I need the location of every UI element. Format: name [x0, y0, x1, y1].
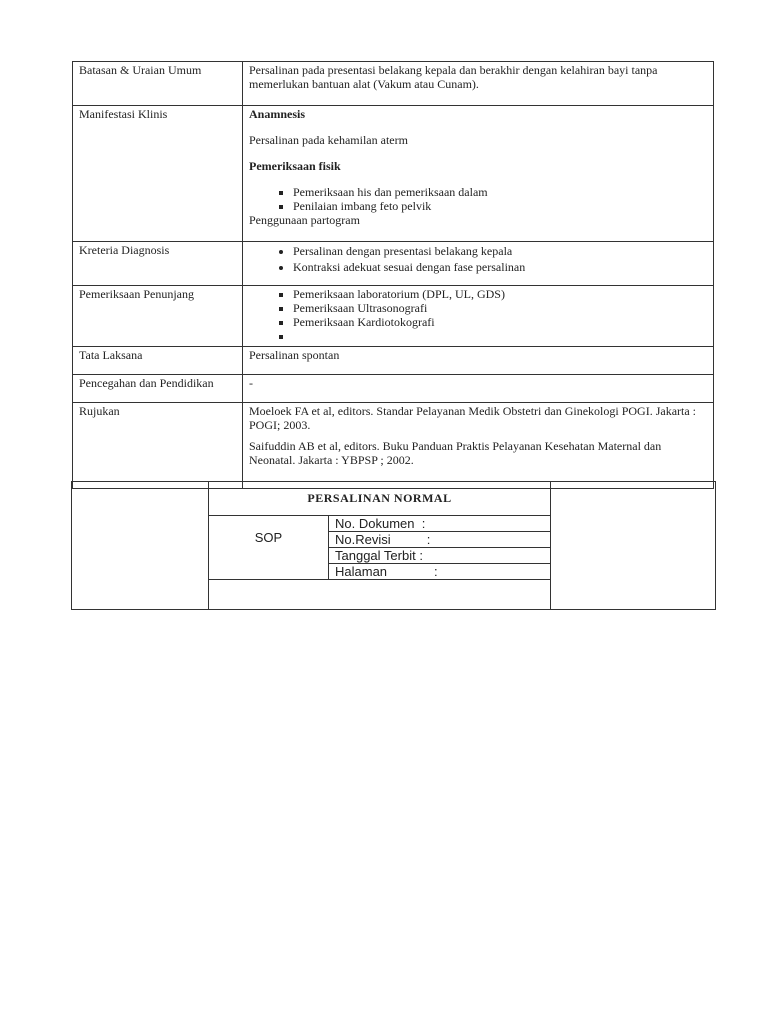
list-item: ▪ Pemeriksaan Kardiotokografi	[293, 315, 707, 329]
pemeriksaan-heading: Pemeriksaan fisik	[249, 159, 341, 173]
row-value: Persalinan spontan	[243, 347, 714, 375]
list-item: • Persalinan dengan presentasi belakang kepala	[293, 243, 707, 259]
row-value: Persalinan pada presentasi belakang kepala dan berakhir dengan kelahiran bayi tanpa memerlukan bantuan alat (Vakum atau Cunam).	[243, 62, 714, 106]
table-row	[73, 347, 714, 375]
table-row	[73, 106, 714, 242]
field-tanggal-terbit: Tanggal Terbit :	[329, 548, 551, 564]
list-item	[293, 329, 707, 343]
list-item: • Kontraksi adekuat sesuai dengan fase persalinan	[293, 259, 707, 275]
table-row	[73, 375, 714, 403]
list-item: ▪ Pemeriksaan Ultrasonografi	[293, 301, 707, 315]
list-item: ▪ Pemeriksaan laboratorium (DPL, UL, GDS)	[293, 287, 707, 301]
row-label: Tata Laksana	[73, 347, 243, 375]
table-row	[73, 62, 714, 106]
anamnesis-text: Persalinan pada kehamilan aterm	[249, 133, 408, 147]
row-value	[243, 242, 714, 286]
logo-cell-left	[72, 482, 209, 610]
table-row	[73, 403, 714, 489]
reference-1: Moeloek FA et al, editors. Standar Pelayanan Medik Obstetri dan Ginekologi POGI. Jakarta : POGI; 2003.	[249, 404, 697, 432]
penunjang-list	[249, 287, 707, 343]
sop-header-box	[71, 481, 716, 610]
row-label: Pemeriksaan Penunjang	[73, 286, 243, 347]
reference-2: Saifuddin AB et al, editors. Buku Panduan Praktis Pelayanan Kesehatan Maternal dan Neonatal. Jakarta : YBPSP ; 2002.	[249, 439, 662, 467]
partogram-text: Penggunaan partogram	[249, 213, 360, 227]
row-label: Pencegahan dan Pendidikan	[73, 375, 243, 403]
row-value	[243, 403, 714, 489]
sop-label: SOP	[209, 516, 329, 580]
pemeriksaan-list	[249, 185, 707, 213]
row-label: Kreteria Diagnosis	[73, 242, 243, 286]
kreteria-list	[249, 243, 707, 275]
sop-title: PERSALINAN NORMAL	[209, 482, 551, 516]
field-no-revisi: No.Revisi :	[329, 532, 551, 548]
logo-cell-right	[551, 482, 716, 610]
row-label: Rujukan	[73, 403, 243, 489]
row-value	[243, 106, 714, 242]
row-label: Manifestasi Klinis	[73, 106, 243, 242]
sop-content-table	[72, 61, 714, 489]
table-row	[73, 286, 714, 347]
field-halaman: Halaman :	[329, 564, 551, 580]
field-no-dokumen: No. Dokumen :	[329, 516, 551, 532]
row-label: Batasan & Uraian Umum	[73, 62, 243, 106]
list-item: ▪ Pemeriksaan his dan pemeriksaan dalam	[293, 185, 707, 199]
anamnesis-heading: Anamnesis	[249, 107, 306, 121]
sop-footer-cell	[209, 580, 551, 610]
table-row	[73, 242, 714, 286]
list-item: ▪ Penilaian imbang feto pelvik	[293, 199, 707, 213]
row-value: -	[243, 375, 714, 403]
row-value	[243, 286, 714, 347]
